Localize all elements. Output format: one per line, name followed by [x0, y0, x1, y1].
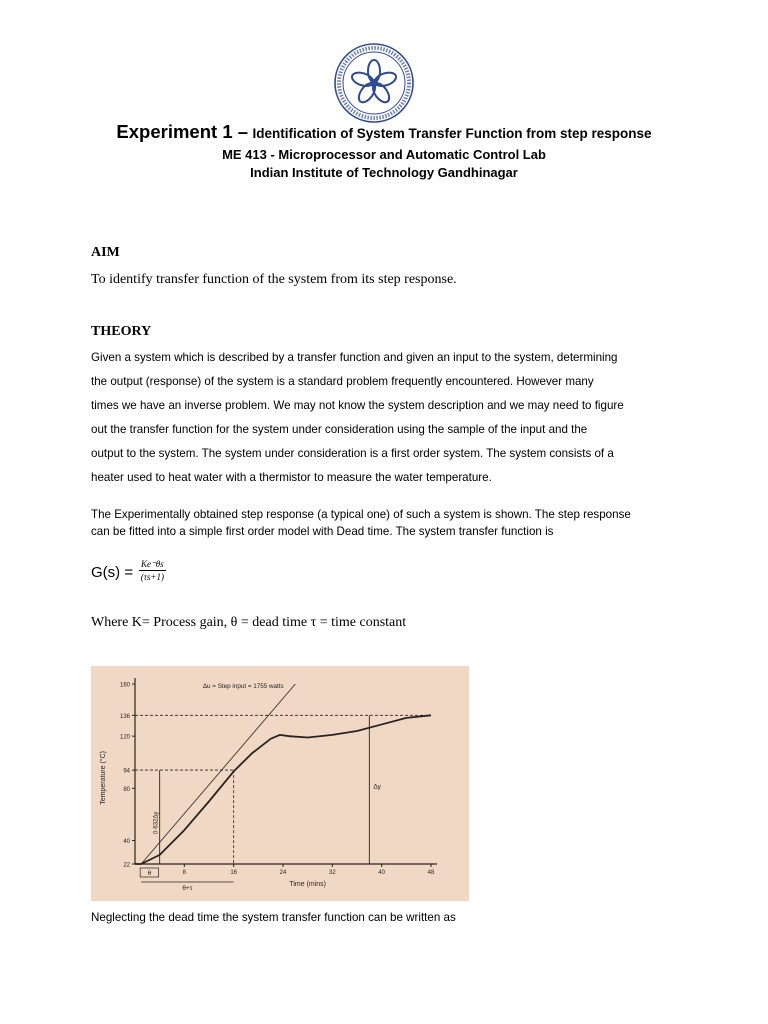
theory-line: times we have an inverse problem. We may not know the system description and we may need to figure — [91, 399, 624, 412]
formula-numerator: Ke⁻θs — [141, 559, 164, 569]
step-response-chart — [91, 666, 469, 901]
y-tick-label: 120 — [119, 734, 130, 741]
y-tick-label: 94 — [123, 768, 130, 775]
x-tick-label: 48 — [427, 870, 435, 876]
course-title: ME 413 - Microprocessor and Automatic Control Lab — [222, 147, 546, 162]
step-response-paragraph — [91, 506, 691, 540]
formula-fraction — [139, 558, 166, 583]
aim-text: To identify transfer function of the system from its step response. — [91, 272, 457, 287]
fraction-dy-label: 0·632Δy — [153, 811, 160, 834]
theory-line: out the transfer function for the system under consideration using the sample of the input and the — [91, 423, 588, 436]
y-tick-label: 40 — [123, 839, 130, 846]
aim-heading: AIM — [91, 245, 120, 260]
step-input-annotation: Δu = Step input = 1755 watts — [202, 682, 284, 690]
x-axis-label: Time (mins) — [289, 881, 327, 888]
formula-denominator: (τs+1) — [140, 572, 164, 582]
institute-seal-icon — [333, 42, 415, 124]
x-tick-label: 24 — [279, 870, 287, 876]
y-tick-label: 160 — [119, 682, 130, 689]
step-response-line: The Experimentally obtained step response (a typical one) of such a system is shown. The step response — [91, 508, 631, 521]
x-tick-label: 16 — [230, 870, 238, 876]
theory-line: Given a system which is described by a transfer function and given an input to the system, determining — [91, 351, 618, 364]
theory-line: heater used to heat water with a thermistor to measure the water temperature. — [91, 471, 492, 484]
theory-heading: THEORY — [91, 324, 152, 339]
theory-paragraph — [91, 346, 678, 490]
document-title — [0, 121, 768, 143]
experiment-subtitle: Identification of System Transfer Function from step response — [252, 126, 652, 141]
y-tick-label: 22 — [123, 862, 130, 869]
dead-time-note: Neglecting the dead time the system transfer function can be written as — [91, 911, 456, 924]
institute-logo — [333, 42, 415, 124]
formula-lhs: G(s) = — [91, 564, 134, 581]
theory-line: output to the system. The system under consideration is a first order system. The system consists of a — [91, 447, 614, 460]
step-response-line: can be fitted into a simple first order model with Dead time. The system transfer function is — [91, 525, 554, 538]
step-response-figure — [91, 666, 469, 901]
y-tick-label: 80 — [123, 786, 130, 793]
theta-tau-label: θ+τ — [182, 885, 193, 892]
y-tick-label: 136 — [119, 713, 130, 720]
y-axis-label: Temperature (°C) — [100, 751, 107, 805]
theory-line: the output (response) of the system is a standard problem frequently encountered. However many — [91, 375, 594, 388]
x-tick-label: 40 — [378, 870, 386, 876]
x-tick-label: 32 — [328, 870, 336, 876]
experiment-number: Experiment 1 – — [116, 121, 249, 142]
theta-label: θ — [147, 870, 152, 877]
x-tick-label: 8 — [182, 870, 187, 876]
institute-name: Indian Institute of Technology Gandhinagar — [250, 165, 518, 180]
figure-background — [91, 666, 469, 901]
parameter-definitions: Where K= Process gain, θ = dead time τ = time constant — [91, 615, 407, 630]
delta-y-label: Δy — [373, 783, 381, 791]
